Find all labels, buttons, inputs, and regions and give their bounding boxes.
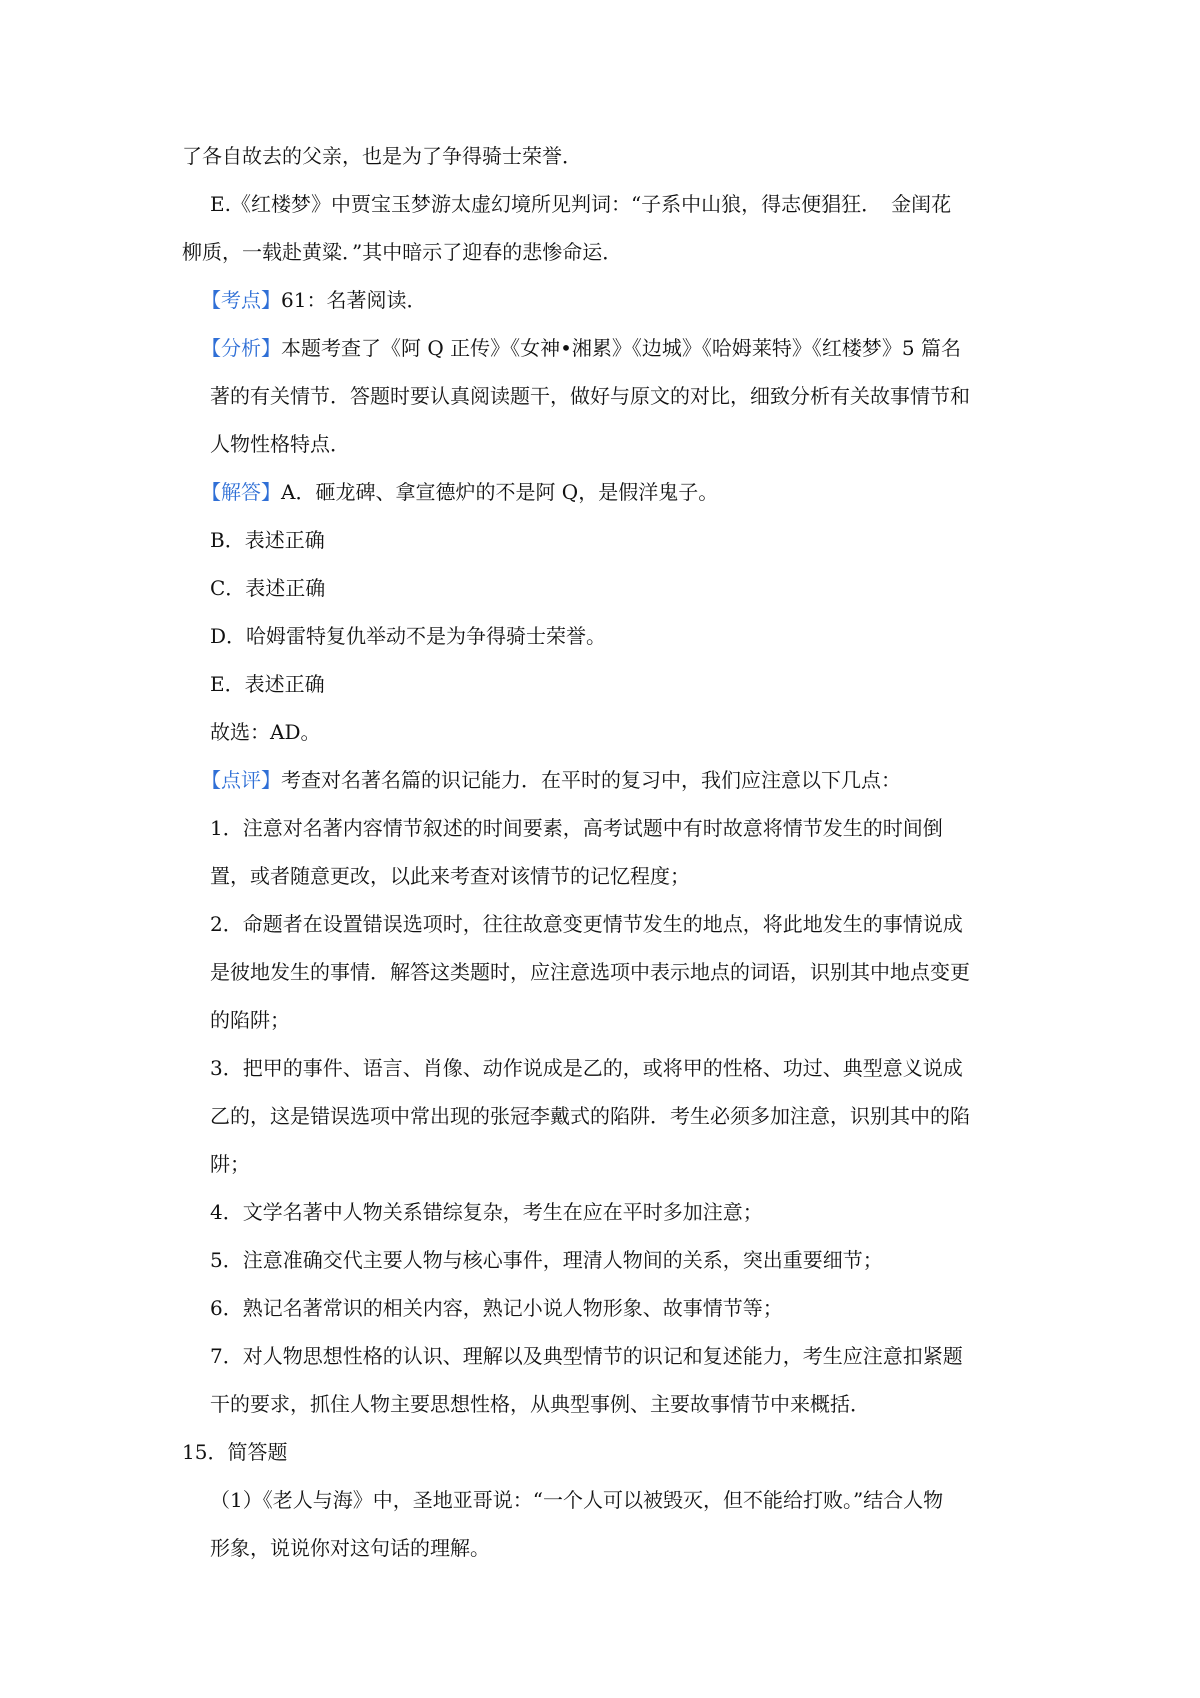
jieda-tag: 【解答】: [201, 480, 281, 504]
question-text: （1）《老人与海》中，圣地亚哥说：“一个人可以被毁灭，但不能给打败。”结合人物: [210, 1488, 944, 1512]
text-line: 柳质，一载赴黄粱．”其中暗示了迎春的悲惨命运．: [182, 240, 623, 264]
text-line: C．表述正确: [210, 576, 326, 600]
text-line: E．表述正确: [210, 672, 325, 696]
dianping-line: [201, 766, 901, 794]
text-line: 4．文学名著中人物关系错综复杂，考生在应在平时多加注意；: [210, 1200, 763, 1224]
kaodian-text: 61：名著阅读．: [281, 288, 427, 312]
question-heading: 15．简答题: [182, 1440, 288, 1464]
text-line: 2．命题者在设置错误选项时，往往故意变更情节发生的地点，将此地发生的事情说成: [210, 912, 963, 936]
text-line: 的陷阱；: [210, 1008, 290, 1032]
text-line: 是彼地发生的事情．解答这类题时，应注意选项中表示地点的词语，识别其中地点变更: [210, 960, 970, 984]
text-line: 人物性格特点．: [210, 432, 350, 456]
fenxi-line: [201, 334, 961, 362]
text-line: 阱；: [210, 1152, 250, 1176]
text-line: 3．把甲的事件、语言、肖像、动作说成是乙的，或将甲的性格、功过、典型意义说成: [210, 1056, 963, 1080]
text-line: 置，或者随意更改，以此来考查对该情节的记忆程度；: [210, 864, 690, 888]
fenxi-text: 本题考查了《阿 Q 正传》《女神•湘累》《边城》《哈姆莱特》《红楼梦》5 篇名: [281, 336, 961, 360]
jieda-text: A．砸龙碑、拿宣德炉的不是阿 Q，是假洋鬼子。: [281, 480, 719, 504]
question-text: 形象，说说你对这句话的理解。: [210, 1536, 490, 1560]
dianping-tag: 【点评】: [201, 768, 281, 792]
text-line: 了各自故去的父亲，也是为了争得骑士荣誉．: [182, 144, 582, 168]
text-line: 6．熟记名著常识的相关内容，熟记小说人物形象、故事情节等；: [210, 1296, 783, 1320]
text-line: 干的要求，抓住人物主要思想性格，从典型事例、主要故事情节中来概括．: [210, 1392, 870, 1416]
text-line: B．表述正确: [210, 528, 325, 552]
text-line: 1．注意对名著内容情节叙述的时间要素，高考试题中有时故意将情节发生的时间倒: [210, 816, 943, 840]
dianping-text: 考查对名著名篇的识记能力．在平时的复习中，我们应注意以下几点：: [281, 768, 901, 792]
kaodian-line: [201, 286, 426, 314]
text-line: 故选：AD。: [210, 720, 321, 744]
jieda-line: [201, 478, 718, 506]
text-line: 7．对人物思想性格的认识、理解以及典型情节的识记和复述能力，考生应注意扣紧题: [210, 1344, 963, 1368]
text-line: E.《红楼梦》中贾宝玉梦游太虚幻境所见判词：“子系中山狼，得志便猖狂． 金闺花: [210, 192, 952, 216]
text-line: 乙的，这是错误选项中常出现的张冠李戴式的陷阱．考生必须多加注意，识别其中的陷: [210, 1104, 970, 1128]
text-line: D．哈姆雷特复仇举动不是为争得骑士荣誉。: [210, 624, 607, 648]
fenxi-tag: 【分析】: [201, 336, 281, 360]
text-line: 著的有关情节．答题时要认真阅读题干，做好与原文的对比，细致分析有关故事情节和: [210, 384, 970, 408]
kaodian-tag: 【考点】: [201, 288, 281, 312]
text-line: 5．注意准确交代主要人物与核心事件，理清人物间的关系，突出重要细节；: [210, 1248, 883, 1272]
